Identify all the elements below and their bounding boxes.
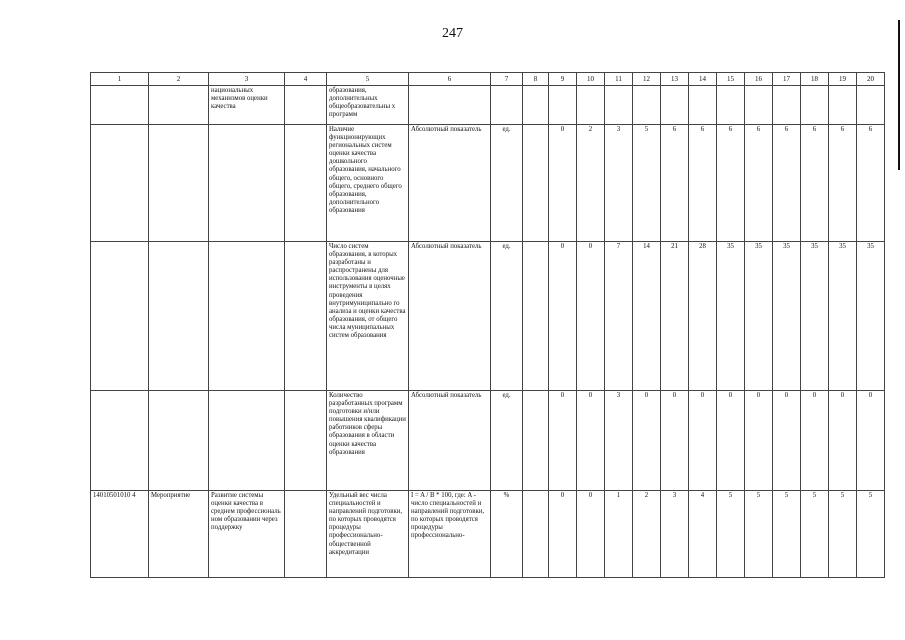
year-value-cell xyxy=(829,86,857,125)
year-value-cell xyxy=(689,86,717,125)
indicator-name-cell: Количество разработанных программ подготовки и/или повышения квалификации работников сферы образования в области оценки качества образования xyxy=(327,391,409,491)
table-row xyxy=(91,125,885,242)
year-value-cell: 35 xyxy=(829,242,857,391)
event-name-cell xyxy=(209,125,285,242)
year-value-cell: 3 xyxy=(605,391,633,491)
year-value-cell: 2 xyxy=(577,125,605,242)
base-value-cell xyxy=(523,391,549,491)
table-row xyxy=(91,491,885,578)
code-cell xyxy=(91,125,149,242)
column-header: 16 xyxy=(745,73,773,86)
page-number: 247 xyxy=(442,26,463,41)
indicator-name-cell: Число систем образования, в которых разработаны и распространены для использования оценочные инструменты в целях проведения внутримуниципально го анализа и оценки качества образования, от общего числа муниципальных систем образования xyxy=(327,242,409,391)
year-value-cell: 0 xyxy=(549,242,577,391)
year-value-cell: 7 xyxy=(605,242,633,391)
year-value-cell xyxy=(661,86,689,125)
year-value-cell xyxy=(773,86,801,125)
year-value-cell: 0 xyxy=(577,242,605,391)
year-value-cell xyxy=(857,86,885,125)
year-value-cell: 6 xyxy=(717,125,745,242)
event-name-cell: Развитие системы оценки качества в среднем профессиональ ном образовании через поддержку xyxy=(209,491,285,578)
column-header: 18 xyxy=(801,73,829,86)
unit-cell xyxy=(491,86,523,125)
year-value-cell: 35 xyxy=(857,242,885,391)
year-value-cell: 0 xyxy=(577,491,605,578)
year-value-cell: 35 xyxy=(717,242,745,391)
year-value-cell: 0 xyxy=(633,391,661,491)
calculation-method-cell: Абсолютный показатель xyxy=(409,391,491,491)
base-value-cell xyxy=(523,86,549,125)
year-value-cell: 0 xyxy=(717,391,745,491)
year-value-cell: 6 xyxy=(801,125,829,242)
year-value-cell: 0 xyxy=(577,391,605,491)
year-value-cell: 0 xyxy=(549,491,577,578)
code-cell: 14010501010 4 xyxy=(91,491,149,578)
year-value-cell: 6 xyxy=(773,125,801,242)
column-header: 11 xyxy=(605,73,633,86)
executor-cell xyxy=(285,86,327,125)
column-header: 7 xyxy=(491,73,523,86)
indicator-table xyxy=(90,72,885,578)
year-value-cell: 5 xyxy=(633,125,661,242)
year-value-cell: 4 xyxy=(689,491,717,578)
indicator-name-cell: образования, дополнительных общеобразовательны х программ xyxy=(327,86,409,125)
column-header: 19 xyxy=(829,73,857,86)
year-value-cell: 6 xyxy=(857,125,885,242)
table-row xyxy=(91,86,885,125)
year-value-cell: 3 xyxy=(661,491,689,578)
calculation-method-cell: Абсолютный показатель xyxy=(409,242,491,391)
year-value-cell: 0 xyxy=(661,391,689,491)
executor-cell xyxy=(285,391,327,491)
column-header: 5 xyxy=(327,73,409,86)
calculation-method-cell: I = A / B * 100, где: A - число специальностей и направлений подготовки, по которых проводятся процедуры профессионально- xyxy=(409,491,491,578)
year-value-cell: 14 xyxy=(633,242,661,391)
year-value-cell: 2 xyxy=(633,491,661,578)
year-value-cell: 6 xyxy=(689,125,717,242)
type-cell: Мероприятие xyxy=(149,491,209,578)
type-cell xyxy=(149,125,209,242)
column-number-row xyxy=(91,73,885,86)
year-value-cell: 0 xyxy=(549,391,577,491)
year-value-cell xyxy=(633,86,661,125)
column-header: 14 xyxy=(689,73,717,86)
year-value-cell: 5 xyxy=(717,491,745,578)
year-value-cell xyxy=(549,86,577,125)
year-value-cell xyxy=(605,86,633,125)
code-cell xyxy=(91,391,149,491)
column-header: 3 xyxy=(209,73,285,86)
unit-cell: % xyxy=(491,491,523,578)
year-value-cell: 5 xyxy=(857,491,885,578)
event-name-cell xyxy=(209,391,285,491)
year-value-cell: 35 xyxy=(773,242,801,391)
indicator-name-cell: Наличие функционирующих региональных систем оценки качества дошкольного образования, начального общего, основного общего, среднего общего образования, дополнительного образования xyxy=(327,125,409,242)
column-header: 9 xyxy=(549,73,577,86)
year-value-cell: 0 xyxy=(773,391,801,491)
year-value-cell: 0 xyxy=(829,391,857,491)
column-header: 4 xyxy=(285,73,327,86)
year-value-cell: 0 xyxy=(857,391,885,491)
unit-cell: ед. xyxy=(491,125,523,242)
year-value-cell xyxy=(577,86,605,125)
year-value-cell: 28 xyxy=(689,242,717,391)
year-value-cell: 35 xyxy=(801,242,829,391)
year-value-cell: 3 xyxy=(605,125,633,242)
unit-cell: ед. xyxy=(491,242,523,391)
base-value-cell xyxy=(523,125,549,242)
column-header: 1 xyxy=(91,73,149,86)
type-cell xyxy=(149,242,209,391)
event-name-cell xyxy=(209,242,285,391)
column-header: 12 xyxy=(633,73,661,86)
event-name-cell: национальных механизмов оценки качества xyxy=(209,86,285,125)
base-value-cell xyxy=(523,491,549,578)
executor-cell xyxy=(285,125,327,242)
year-value-cell: 6 xyxy=(745,125,773,242)
column-header: 13 xyxy=(661,73,689,86)
code-cell xyxy=(91,242,149,391)
unit-cell: ед. xyxy=(491,391,523,491)
column-header: 17 xyxy=(773,73,801,86)
calculation-method-cell: Абсолютный показатель xyxy=(409,125,491,242)
year-value-cell xyxy=(801,86,829,125)
year-value-cell: 35 xyxy=(745,242,773,391)
table-row xyxy=(91,391,885,491)
scan-edge-line xyxy=(898,20,900,170)
year-value-cell: 0 xyxy=(745,391,773,491)
executor-cell xyxy=(285,242,327,391)
year-value-cell xyxy=(745,86,773,125)
year-value-cell: 0 xyxy=(689,391,717,491)
year-value-cell: 0 xyxy=(549,125,577,242)
year-value-cell: 21 xyxy=(661,242,689,391)
year-value-cell: 6 xyxy=(829,125,857,242)
year-value-cell: 5 xyxy=(773,491,801,578)
year-value-cell: 5 xyxy=(801,491,829,578)
calculation-method-cell xyxy=(409,86,491,125)
year-value-cell: 5 xyxy=(745,491,773,578)
table-row xyxy=(91,242,885,391)
column-header: 2 xyxy=(149,73,209,86)
year-value-cell: 0 xyxy=(801,391,829,491)
type-cell xyxy=(149,391,209,491)
year-value-cell xyxy=(717,86,745,125)
year-value-cell: 6 xyxy=(661,125,689,242)
year-value-cell: 1 xyxy=(605,491,633,578)
column-header: 15 xyxy=(717,73,745,86)
column-header: 10 xyxy=(577,73,605,86)
base-value-cell xyxy=(523,242,549,391)
column-header: 20 xyxy=(857,73,885,86)
code-cell xyxy=(91,86,149,125)
year-value-cell: 5 xyxy=(829,491,857,578)
column-header: 6 xyxy=(409,73,491,86)
type-cell xyxy=(149,86,209,125)
executor-cell xyxy=(285,491,327,578)
indicator-name-cell: Удельный вес числа специальностей и направлений подготовки, по которых проводятся процедуры профессионально-общественной аккредитации xyxy=(327,491,409,578)
column-header: 8 xyxy=(523,73,549,86)
